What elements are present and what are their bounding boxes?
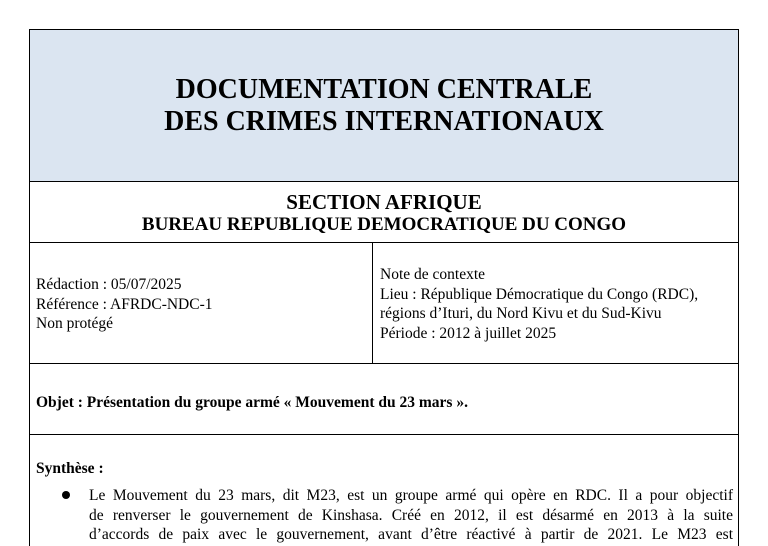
periode: Période : 2012 à juillet 2025 <box>380 324 557 342</box>
section-header <box>30 182 738 243</box>
synthese-paragraph <box>89 486 733 545</box>
metadata-left-cell <box>30 243 373 363</box>
section-title: SECTION AFRIQUE <box>286 190 482 214</box>
section-subtitle: BUREAU REPUBLIQUE DEMOCRATIQUE DU CONGO <box>141 214 627 235</box>
metadata-row <box>30 243 738 364</box>
synthese-row <box>30 435 738 546</box>
title-line-2: DES CRIMES INTERNATIONAUX <box>164 106 604 137</box>
document-title <box>30 74 738 138</box>
note-type: Note de contexte <box>380 266 486 283</box>
synthese-line-3: d’accords de paix avec le gouvernement, avant d’être réactivé à partir de 2021. Le M23 est <box>89 526 733 543</box>
redaction-date: Rédaction : 05/07/2025 <box>36 276 182 293</box>
protection-status: Non protégé <box>36 315 114 332</box>
title-line-1: DOCUMENTATION CENTRALE <box>175 74 593 105</box>
metadata-right-text <box>380 265 698 343</box>
lieu-line-1: Lieu : République Démocratique du Congo (RDC), <box>380 285 699 303</box>
synthese-line-2: de renverser le gouvernement de Kinshasa. Créé en 2012, il est désarmé en 2013 à la suite <box>89 506 733 524</box>
metadata-left-text <box>36 275 213 334</box>
lieu-line-2: régions d’Ituri, du Nord Kivu et du Sud-Kivu <box>380 305 662 322</box>
objet-row <box>30 364 738 435</box>
document-frame <box>29 29 739 546</box>
synthese-line-1: Le Mouvement du 23 mars, dit M23, est un groupe armé qui opère en RDC. Il a pour objectif <box>89 487 733 504</box>
document-header <box>30 30 738 182</box>
objet-text: Objet : Présentation du groupe armé « Mouvement du 23 mars ». <box>36 394 468 411</box>
bullet-icon <box>62 491 70 499</box>
reference-number: Référence : AFRDC-NDC-1 <box>36 295 213 313</box>
synthese-label: Synthèse : <box>36 460 104 477</box>
